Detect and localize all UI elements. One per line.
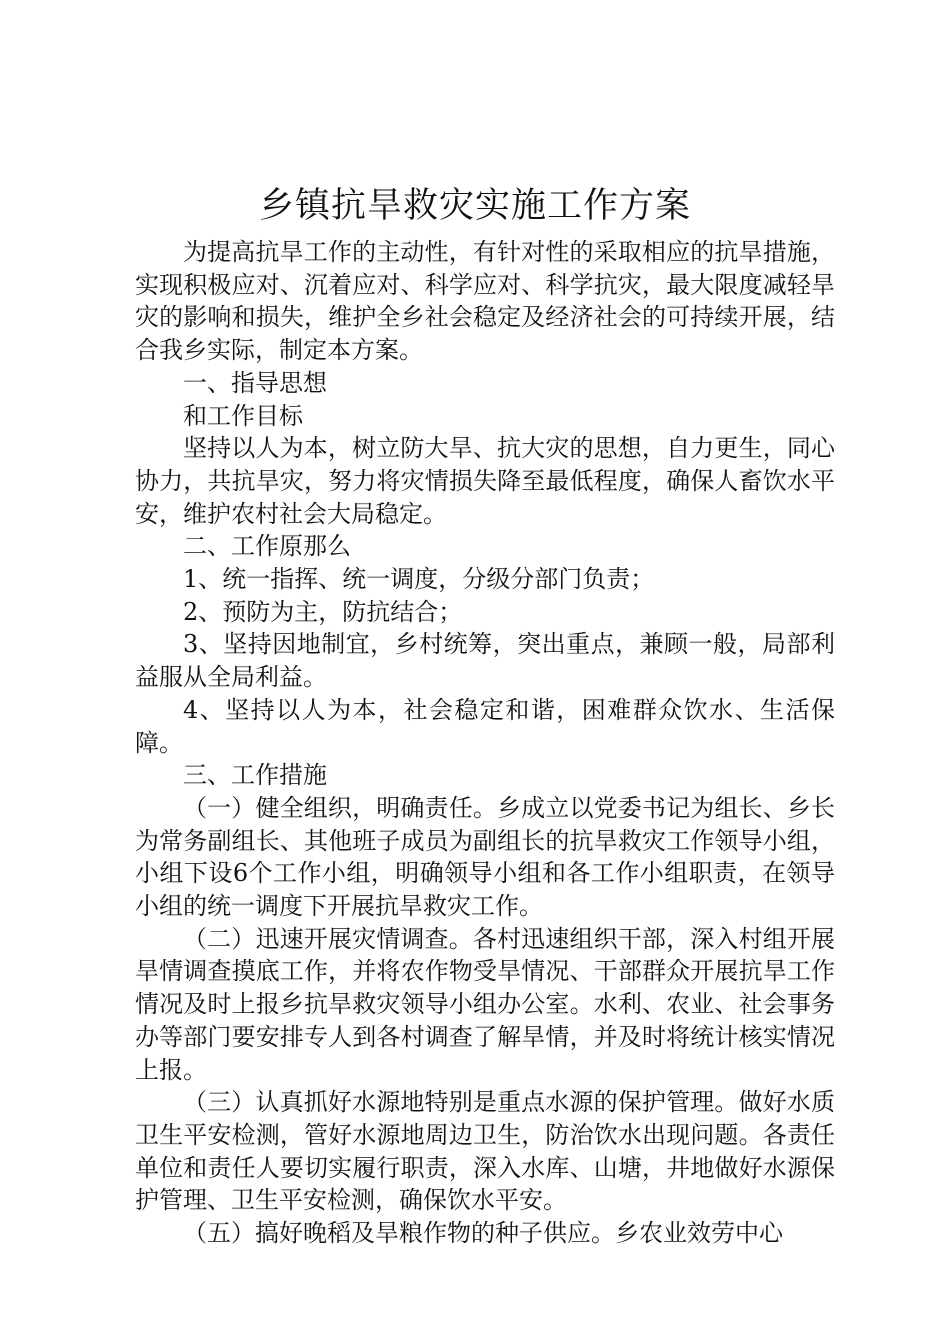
list-item-principle-4: 4、坚持以人为本，社会稳定和谐，困难群众饮水、生活保障。 bbox=[135, 695, 835, 757]
paragraph-intro: 为提高抗旱工作的主动性，有针对性的采取相应的抗旱措施，实现积极应对、沉着应对、科学应对、科学抗灾，最大限度减轻旱灾的影响和损失，维护全乡社会稳定及经济社会的可持续开展，结合我乡实际，制定本方案。 bbox=[135, 238, 835, 365]
paragraph-measure-2: （二）迅速开展灾情调查。各村迅速组织干部，深入村组开展旱情调查摸底工作，并将农作物受旱情况、干部群众开展抗旱工作情况及时上报乡抗旱救灾领导小组办公室。水利、农业、社会事务办等部门要安排专人到各村调查了解旱情，并及时将统计核实情况上报。 bbox=[135, 924, 835, 1084]
section-heading-principles: 二、工作原那么 bbox=[183, 532, 351, 561]
document-title: 乡镇抗旱救灾实施工作方案 bbox=[258, 186, 691, 226]
section-heading-measures: 三、工作措施 bbox=[183, 761, 327, 790]
list-item-principle-3: 3、坚持因地制宜，乡村统筹，突出重点，兼顾一般，局部利益服从全局利益。 bbox=[135, 630, 835, 692]
paragraph-measure-1: （一）健全组织，明确责任。乡成立以党委书记为组长、乡长为常务副组长、其他班子成员为副组长的抗旱救灾工作领导小组，小组下设6个工作小组，明确领导小组和各工作小组职责，在领导小组的统一调度下开展抗旱救灾工作。 bbox=[135, 793, 835, 921]
paragraph-measure-5: （五）搞好晚稻及旱粮作物的种子供应。乡农业效劳中心 bbox=[183, 1219, 783, 1248]
list-item-principle-2: 2、预防为主，防抗结合； bbox=[183, 597, 463, 626]
paragraph-measure-3: （三）认真抓好水源地特别是重点水源的保护管理。做好水质卫生平安检测，管好水源地周边卫生，防治饮水出现问题。各责任单位和责任人要切实履行职责，深入水库、山塘，井地做好水源保护管理、卫生平安检测，确保饮水平安。 bbox=[135, 1088, 835, 1215]
document-body bbox=[135, 236, 835, 1250]
section-heading-guiding-ideology: 一、指导思想 bbox=[183, 368, 327, 397]
section-heading-work-goals: 和工作目标 bbox=[183, 401, 303, 430]
list-item-principle-1: 1、统一指挥、统一调度，分级分部门负责； bbox=[183, 565, 655, 594]
paragraph-goals: 坚持以人为本，树立防大旱、抗大灾的思想，自力更生，同心协力，共抗旱灾，努力将灾情损失降至最低程度，确保人畜饮水平安，维护农村社会大局稳定。 bbox=[135, 434, 835, 528]
